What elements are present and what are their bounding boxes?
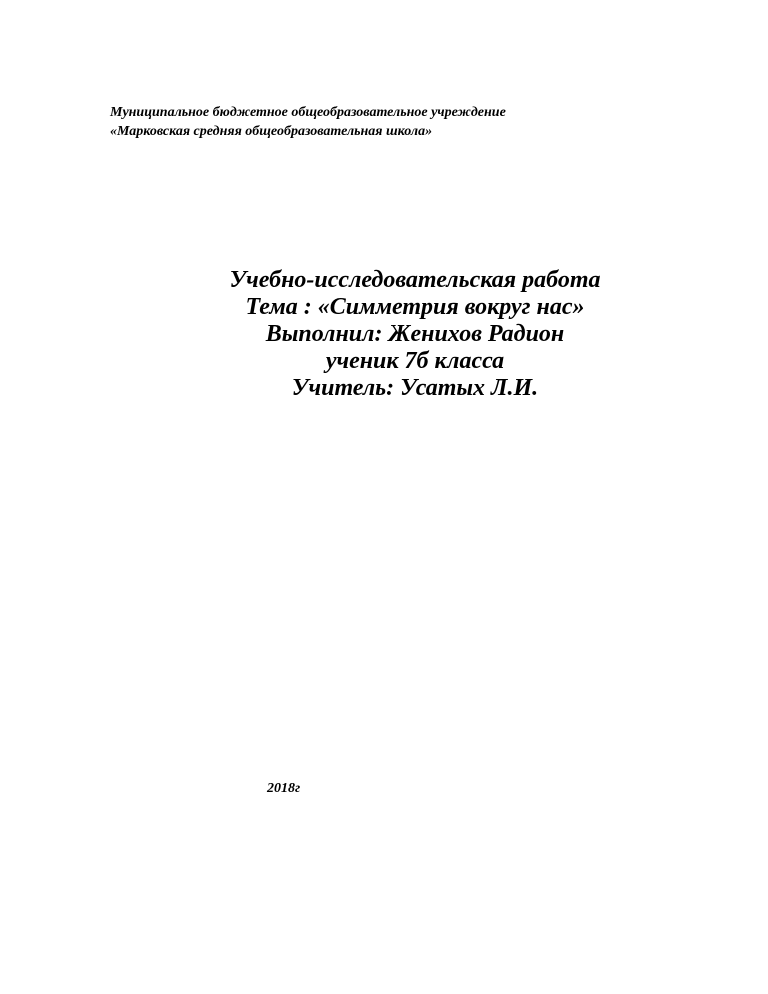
document-year: 2018г [267, 781, 301, 796]
work-author: Выполнил: Женихов Радион [265, 321, 565, 347]
work-topic: Тема : «Симметрия вокруг нас» [245, 294, 585, 320]
title-block [160, 267, 670, 402]
institution-header [110, 103, 506, 141]
author-grade: ученик 7б класса [325, 348, 505, 374]
work-type: Учебно-исследовательская работа [229, 267, 601, 293]
institution-name-line-1: Муниципальное бюджетное общеобразовательное учреждение [110, 105, 506, 120]
institution-name-line-2: «Марковская средняя общеобразовательная школа» [110, 124, 433, 139]
work-teacher: Учитель: Усатых Л.И. [291, 375, 539, 401]
